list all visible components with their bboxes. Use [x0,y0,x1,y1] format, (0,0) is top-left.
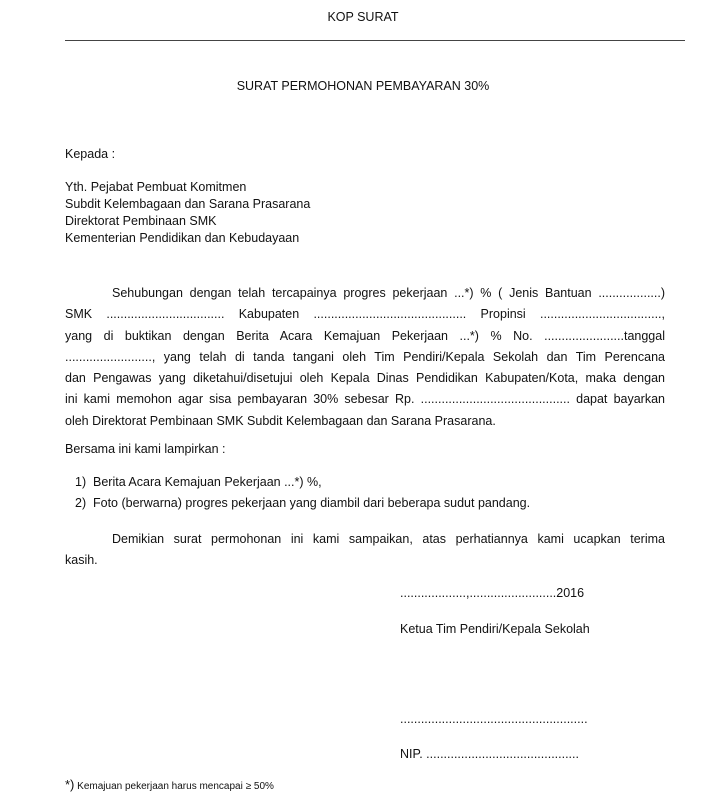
address-line: Subdit Kelembagaan dan Sarana Prasarana [65,197,311,211]
attachment-item [75,475,322,489]
body-paragraph [65,283,665,432]
body-line: dan Pengawas yang diketahui/disetujui oleh Kepala Dinas Pendidikan Kabupaten/Kota, maka dengan [65,371,665,386]
attachment-number: 1) [75,475,87,489]
letterhead-divider [65,40,685,41]
attachments-intro: Bersama ini kami lampirkan : [65,442,226,456]
signature-nip: NIP. ............................................ [400,747,579,761]
body-line: yang di buktikan dengan Berita Acara Kemajuan Pekerjaan ...*) % No. .......................tanggal [65,328,665,343]
closing-line: Demikian surat permohonan ini kami sampaikan, atas perhatiannya kami ucapkan terima [112,532,665,546]
body-line: SMK .................................. Kabupaten ............................................ Propinsi ..................................., [65,307,665,322]
salutation: Kepada : [65,147,116,161]
closing-paragraph [65,529,665,572]
address-line: Direktorat Pembinaan SMK [65,214,217,228]
footnote-mark: *) [65,777,75,792]
body-line: ........................., yang telah di tanda tangani oleh Tim Pendiri/Kepala Sekolah dan Tim Perencana [65,349,665,364]
attachment-number: 2) [75,496,87,510]
address-line: Yth. Pejabat Pembuat Komitmen [65,180,247,194]
recipient-address [65,179,310,247]
body-line: oleh Direktorat Pembinaan SMK Subdit Kelembagaan dan Sarana Prasarana. [65,413,496,428]
signature-role: Ketua Tim Pendiri/Kepala Sekolah [400,622,590,636]
address-line: Kementerian Pendidikan dan Kebudayaan [65,231,300,245]
attachment-text: Foto (berwarna) progres pekerjaan yang diambil dari beberapa sudut pandang. [93,496,531,510]
body-line: ini kami memohon agar sisa pembayaran 30% sebesar Rp. ........................................... dapat bayarkan [65,392,665,407]
attachment-item [75,496,530,510]
footnote [65,777,274,792]
body-line: Sehubungan dengan telah tercapainya progres pekerjaan ...*) % ( Jenis Bantuan ..................) [112,286,665,300]
closing-line: kasih. [65,553,98,568]
letterhead-placeholder: KOP SURAT [327,10,399,24]
letter-title: SURAT PERMOHONAN PEMBAYARAN 30% [236,79,490,93]
signature-name-line: ...................................................... [400,712,588,726]
footnote-text: Kemajuan pekerjaan harus mencapai ≥ 50% [77,781,274,792]
signature-date: ...................,.........................2016 [400,586,585,600]
attachment-text: Berita Acara Kemajuan Pekerjaan ...*) %, [93,475,322,489]
